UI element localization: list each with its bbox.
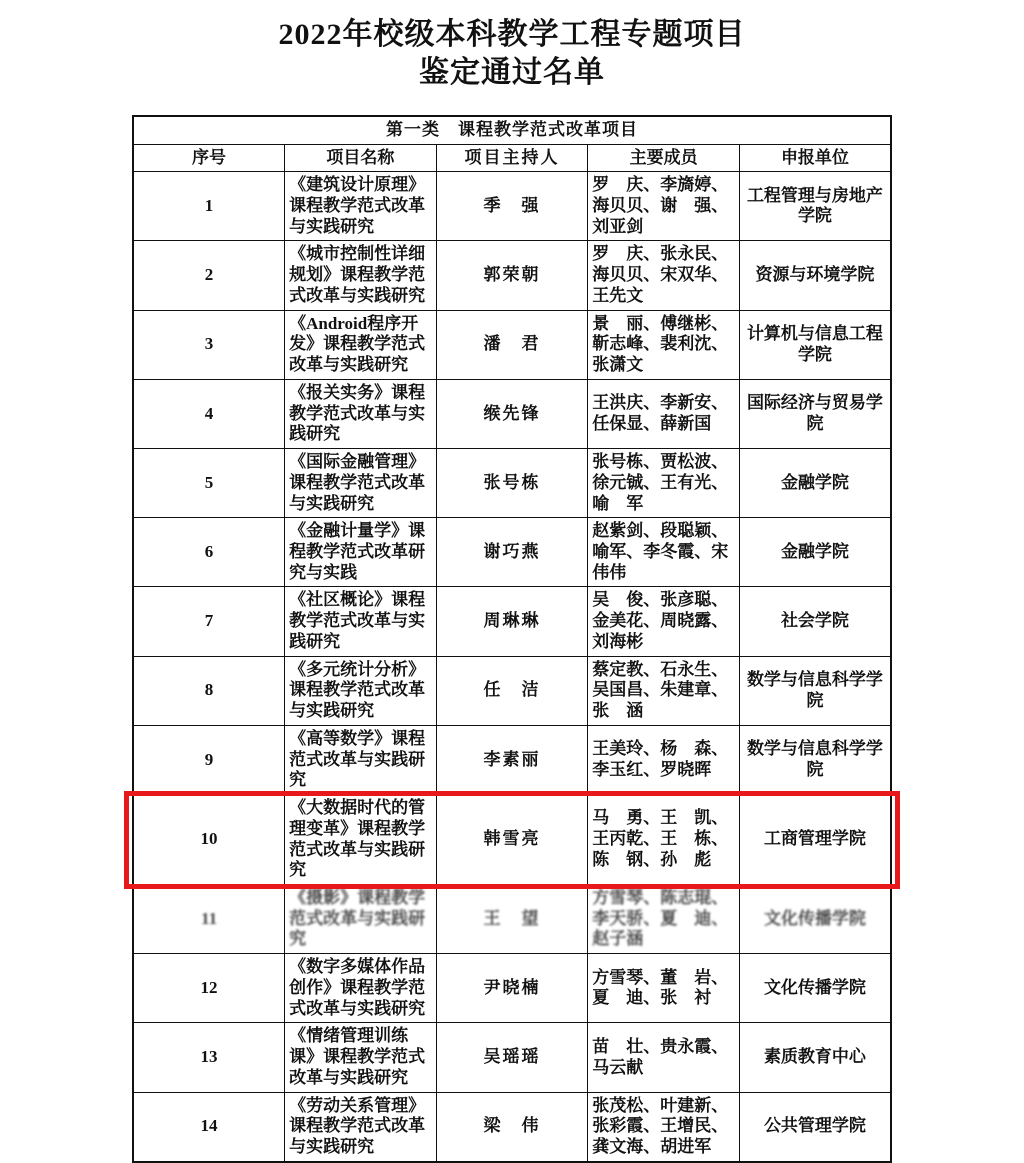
cell-no: 9 bbox=[133, 725, 285, 794]
cell-host: 张号栋 bbox=[436, 449, 588, 518]
table-header-row bbox=[133, 144, 891, 172]
cell-host: 吴瑶瑶 bbox=[436, 1023, 588, 1092]
cell-host: 尹晓楠 bbox=[436, 954, 588, 1023]
table-row bbox=[133, 885, 891, 954]
project-list-table bbox=[132, 115, 892, 1163]
cell-members bbox=[588, 1092, 740, 1162]
cell-no: 11 bbox=[133, 885, 285, 954]
cell-unit: 社会学院 bbox=[739, 587, 891, 656]
cell-members bbox=[588, 518, 740, 587]
cell-members bbox=[588, 725, 740, 794]
cell-project-name bbox=[285, 587, 437, 656]
table-row bbox=[133, 587, 891, 656]
cell-no: 5 bbox=[133, 449, 285, 518]
cell-project-name bbox=[285, 379, 437, 448]
table-row bbox=[133, 379, 891, 448]
cell-host: 缑先锋 bbox=[436, 379, 588, 448]
cell-project-name bbox=[285, 241, 437, 310]
cell-project-name-text: 《情绪管理训练课》课程教学范式改革与实践研究 bbox=[289, 1026, 426, 1087]
cell-unit: 金融学院 bbox=[739, 518, 891, 587]
cell-host: 郭荣朝 bbox=[436, 241, 588, 310]
cell-members bbox=[588, 885, 740, 954]
cell-members-text: 罗 庆、张永民、海贝贝、宋双华、王先文 bbox=[592, 244, 729, 305]
table-row bbox=[133, 172, 891, 241]
page-title-line-1: 2022年校级本科教学工程专题项目 bbox=[278, 18, 746, 51]
table-row bbox=[133, 241, 891, 310]
cell-no: 2 bbox=[133, 241, 285, 310]
cell-project-name bbox=[285, 795, 437, 885]
cell-unit: 公共管理学院 bbox=[739, 1092, 891, 1162]
cell-host: 王 望 bbox=[436, 885, 588, 954]
cell-no: 13 bbox=[133, 1023, 285, 1092]
cell-members-text: 吴 俊、张彦聪、金美花、周晓露、刘海彬 bbox=[592, 590, 729, 651]
cell-host: 任 洁 bbox=[436, 656, 588, 725]
table-row bbox=[133, 656, 891, 725]
cell-unit: 计算机与信息工程学院 bbox=[739, 310, 891, 379]
cell-project-name bbox=[285, 1092, 437, 1162]
page-title-line-2: 鉴定通过名单 bbox=[419, 56, 605, 90]
cell-project-name bbox=[285, 518, 437, 587]
cell-no: 6 bbox=[133, 518, 285, 587]
cell-unit: 国际经济与贸易学院 bbox=[739, 379, 891, 448]
cell-project-name-text: 《金融计量学》课程教学范式改革研究与实践 bbox=[289, 521, 426, 582]
cell-no: 7 bbox=[133, 587, 285, 656]
cell-members-text: 马 勇、王 凯、王丙乾、王 栋、陈 钢、孙 彪 bbox=[592, 808, 729, 869]
column-header-no: 序号 bbox=[133, 144, 285, 172]
category-header-row bbox=[133, 116, 891, 144]
cell-host: 季 强 bbox=[436, 172, 588, 241]
cell-members bbox=[588, 241, 740, 310]
cell-members-text: 罗 庆、李旖婷、海贝贝、谢 强、刘亚剑 bbox=[592, 175, 729, 236]
table-row bbox=[133, 1092, 891, 1162]
cell-project-name-text: 《国际金融管理》课程教学范式改革与实践研究 bbox=[289, 452, 426, 513]
cell-project-name bbox=[285, 656, 437, 725]
table-row bbox=[133, 1023, 891, 1092]
cell-project-name bbox=[285, 1023, 437, 1092]
cell-project-name-text: 《数字多媒体作品创作》课程教学范式改革与实践研究 bbox=[289, 957, 426, 1018]
cell-members bbox=[588, 656, 740, 725]
cell-unit: 工商管理学院 bbox=[739, 795, 891, 885]
cell-project-name bbox=[285, 310, 437, 379]
cell-project-name bbox=[285, 954, 437, 1023]
cell-project-name-text: 《多元统计分析》课程教学范式改革与实践研究 bbox=[289, 659, 426, 721]
category-header-cell: 第一类 课程教学范式改革项目 bbox=[133, 116, 891, 144]
cell-members bbox=[588, 954, 740, 1023]
cell-members bbox=[588, 172, 740, 241]
table-row bbox=[133, 954, 891, 1023]
cell-host: 潘 君 bbox=[436, 310, 588, 379]
cell-members-text: 方雪琴、董 岩、夏 迪、张 衬 bbox=[592, 967, 729, 1008]
cell-unit: 工程管理与房地产学院 bbox=[739, 172, 891, 241]
table-container bbox=[132, 115, 892, 1163]
cell-unit: 资源与环境学院 bbox=[739, 241, 891, 310]
cell-project-name-text: 《大数据时代的管理变革》课程教学范式改革与实践研究 bbox=[289, 798, 426, 880]
cell-project-name-text: 《高等数学》课程范式改革与实践研究 bbox=[289, 728, 426, 790]
column-header-unit: 申报单位 bbox=[739, 144, 891, 172]
cell-unit: 数学与信息科学学院 bbox=[739, 725, 891, 794]
cell-no: 3 bbox=[133, 310, 285, 379]
cell-members bbox=[588, 310, 740, 379]
cell-no: 4 bbox=[133, 379, 285, 448]
cell-no: 8 bbox=[133, 656, 285, 725]
table-row bbox=[133, 795, 891, 885]
cell-members-text: 王美玲、杨 森、李玉红、罗晓晖 bbox=[592, 739, 729, 779]
table-row bbox=[133, 310, 891, 379]
cell-host: 梁 伟 bbox=[436, 1092, 588, 1162]
cell-host: 谢巧燕 bbox=[436, 518, 588, 587]
cell-project-name-text: 《建筑设计原理》课程教学范式改革与实践研究 bbox=[289, 175, 426, 236]
cell-unit: 金融学院 bbox=[739, 449, 891, 518]
cell-project-name-text: 《报关实务》课程教学范式改革与实践研究 bbox=[289, 382, 426, 444]
column-header-project-name: 项目名称 bbox=[285, 144, 437, 172]
cell-members-text: 蔡定教、石永生、吴国昌、朱建章、张 涵 bbox=[592, 659, 729, 721]
cell-project-name-text: 《社区概论》课程教学范式改革与实践研究 bbox=[289, 590, 426, 651]
column-header-host: 项目主持人 bbox=[436, 144, 588, 172]
cell-no: 12 bbox=[133, 954, 285, 1023]
cell-project-name-text: 《Android程序开发》课程教学范式改革与实践研究 bbox=[289, 313, 426, 375]
document-page bbox=[0, 16, 1024, 1157]
cell-host: 李素丽 bbox=[436, 725, 588, 794]
cell-unit: 素质教育中心 bbox=[739, 1023, 891, 1092]
cell-no: 1 bbox=[133, 172, 285, 241]
cell-unit: 文化传播学院 bbox=[739, 954, 891, 1023]
cell-project-name bbox=[285, 172, 437, 241]
cell-members bbox=[588, 1023, 740, 1092]
cell-members-text: 方雪琴、陈志琨、李天骄、夏 迪、赵子涵 bbox=[592, 888, 729, 949]
cell-members-text: 张茂松、叶建新、张彩霞、王增民、龚文海、胡进军 bbox=[592, 1095, 729, 1157]
page-title bbox=[62, 16, 962, 93]
cell-members bbox=[588, 587, 740, 656]
cell-unit: 文化传播学院 bbox=[739, 885, 891, 954]
cell-project-name-text: 《劳动关系管理》课程教学范式改革与实践研究 bbox=[289, 1095, 426, 1157]
cell-unit: 数学与信息科学学院 bbox=[739, 656, 891, 725]
table-row bbox=[133, 725, 891, 794]
cell-project-name bbox=[285, 449, 437, 518]
cell-members-text: 王洪庆、李新安、任保显、薛新国 bbox=[592, 393, 729, 433]
cell-no: 14 bbox=[133, 1092, 285, 1162]
cell-project-name-text: 《摄影》课程教学范式改革与实践研究 bbox=[289, 888, 426, 949]
cell-members-text: 苗 壮、贵永霞、马云献 bbox=[592, 1036, 729, 1077]
cell-members-text: 张号栋、贾松波、徐元铖、王有光、喻 军 bbox=[592, 452, 729, 513]
cell-members bbox=[588, 449, 740, 518]
cell-members bbox=[588, 379, 740, 448]
cell-no: 10 bbox=[133, 795, 285, 885]
cell-project-name-text: 《城市控制性详细规划》课程教学范式改革与实践研究 bbox=[289, 244, 426, 305]
cell-host: 韩雪亮 bbox=[436, 795, 588, 885]
column-header-members: 主要成员 bbox=[588, 144, 740, 172]
table-row bbox=[133, 518, 891, 587]
cell-host: 周琳琳 bbox=[436, 587, 588, 656]
cell-members-text: 景 丽、傅继彬、靳志峰、裴利沈、张潇文 bbox=[592, 313, 729, 375]
cell-members bbox=[588, 795, 740, 885]
cell-members-text: 赵紫剑、段聪颖、喻军、李冬霞、宋伟伟 bbox=[592, 521, 729, 582]
cell-project-name bbox=[285, 725, 437, 794]
table-row bbox=[133, 449, 891, 518]
cell-project-name bbox=[285, 885, 437, 954]
